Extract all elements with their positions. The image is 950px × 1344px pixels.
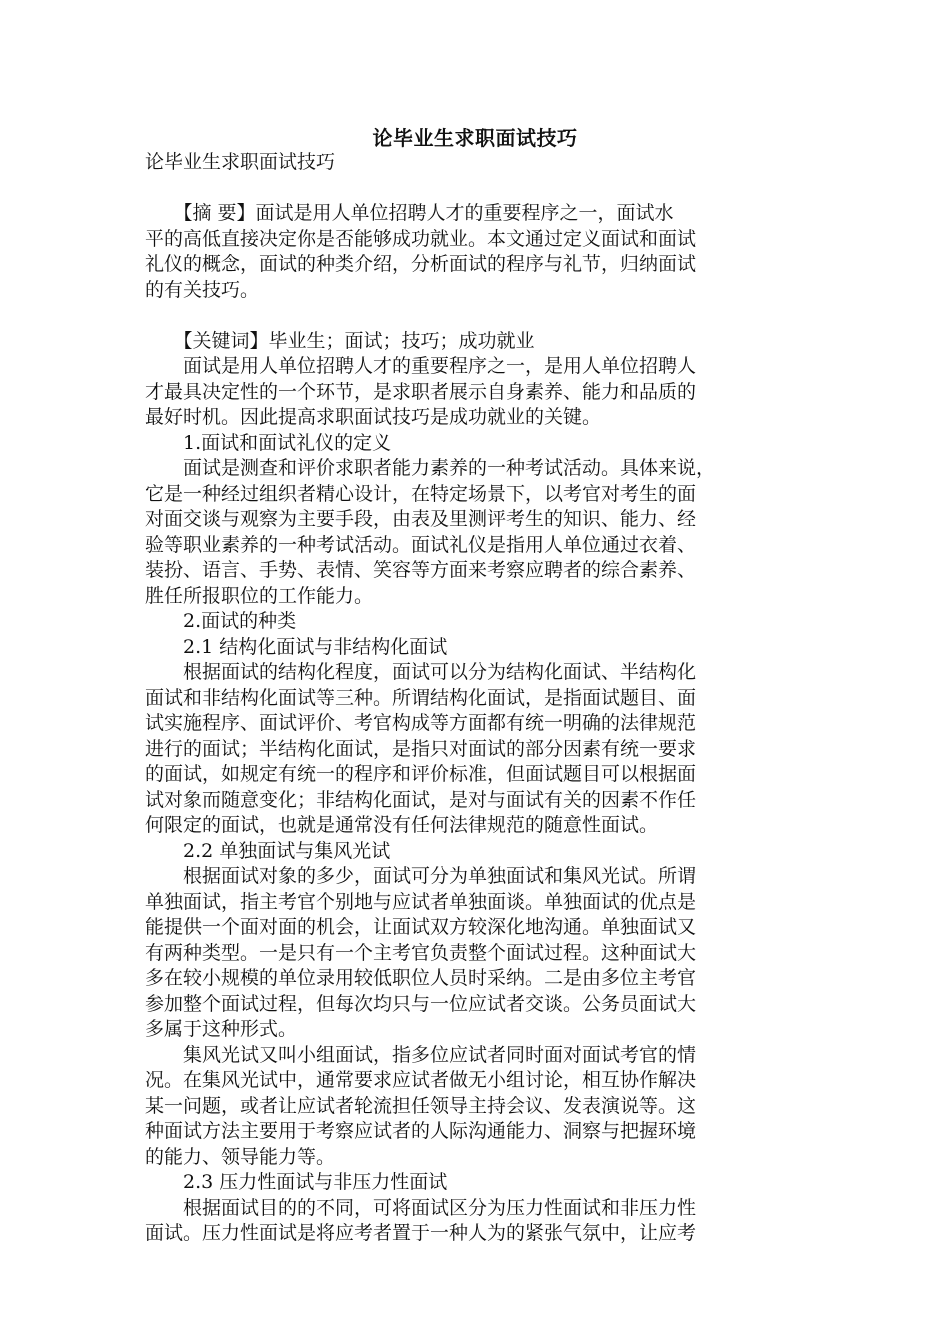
text-line: 试实施程序、面试评价、考官构成等方面都有统一明确的法律规范 xyxy=(145,712,697,734)
text-line: 【关键词】毕业生；面试；技巧；成功就业 xyxy=(145,329,535,352)
text-line: 的有关技巧。 xyxy=(145,278,260,301)
text-line: 2.面试的种类 xyxy=(145,610,297,632)
text-line: 装扮、语言、手势、表情、笑容等方面来考察应聘者的综合素养、 xyxy=(145,559,697,581)
text-line: 平的高低直接决定你是否能够成功就业。本文通过定义面试和面试 xyxy=(145,227,697,250)
text-line: 单独面试，指主考官个别地与应试者单独面谈。单独面试的优点是 xyxy=(145,890,697,913)
text-line: 最好时机。因此提高求职面试技巧是成功就业的关键。 xyxy=(145,406,602,428)
text-line: 验等职业素养的一种考试活动。面试礼仪是指用人单位通过衣着、 xyxy=(145,533,697,556)
text-line: 礼仪的概念，面试的种类介绍，分析面试的程序与礼节，归纳面试 xyxy=(145,253,697,275)
text-line: 1.面试和面试礼仪的定义 xyxy=(145,431,392,454)
text-line: 试对象而随意变化；非结构化面试，是对与面试有关的因素不作任 xyxy=(145,788,697,811)
text-line: 有两种类型。一是只有一个主考官负责整个面试过程。这种面试大 xyxy=(145,941,697,964)
text-line: 2.2 单独面试与集风光试 xyxy=(145,839,391,862)
text-line: 胜任所报职位的工作能力。 xyxy=(145,584,374,607)
blank-line xyxy=(145,176,805,202)
text-line: 的能力、领导能力等。 xyxy=(145,1145,336,1168)
text-line: 种面试方法主要用于考察应试者的人际沟通能力、洞察与把握环境 xyxy=(145,1120,697,1142)
text-line: 集风光试又叫小组面试，指多位应试者同时面对面试考官的情 xyxy=(145,1043,697,1066)
text-line: 根据面试的结构化程度，面试可以分为结构化面试、半结构化 xyxy=(145,661,697,683)
text-line: 能提供一个面对面的机会，让面试双方较深化地沟通。单独面试又 xyxy=(145,916,697,938)
text-line: 何限定的面试，也就是通常没有任何法律规范的随意性面试。 xyxy=(145,814,659,836)
text-line: 参加整个面试过程，但每次均只与一位应试者交谈。公务员面试大 xyxy=(145,992,697,1015)
document-title: 论毕业生求职面试技巧 xyxy=(372,126,578,150)
text-line: 2.1 结构化面试与非结构化面试 xyxy=(145,635,448,658)
text-line: 面试是测查和评价求职者能力素养的一种考试活动。具体来说， xyxy=(145,457,716,479)
text-line: 的面试，如规定有统一的程序和评价标准，但面试题目可以根据面 xyxy=(145,763,697,785)
text-line: 面试和非结构化面试等三种。所谓结构化面试，是指面试题目、面 xyxy=(145,686,697,709)
text-line: 根据面试对象的多少，面试可分为单独面试和集风光试。所谓 xyxy=(145,865,697,887)
document-body xyxy=(145,150,805,1247)
text-line: 才最具决定性的一个环节，是求职者展示自身素养、能力和品质的 xyxy=(145,380,697,403)
text-line: 某一问题，或者让应试者轮流担任领导主持会议、发表演说等。这 xyxy=(145,1094,697,1117)
text-line: 2.3 压力性面试与非压力性面试 xyxy=(145,1171,448,1193)
text-line: 多在较小规模的单位录用较低职位人员时采纳。二是由多位主考官 xyxy=(145,967,697,989)
text-line: 根据面试目的的不同，可将面试区分为压力性面试和非压力性 xyxy=(145,1196,697,1219)
text-line: 论毕业生求职面试技巧 xyxy=(145,151,336,173)
blank-line xyxy=(145,303,805,329)
text-line: 进行的面试；半结构化面试，是指只对面试的部分因素有统一要求 xyxy=(145,737,697,760)
text-line: 况。在集风光试中，通常要求应试者做无小组讨论，相互协作解决 xyxy=(145,1069,697,1091)
text-line: 它是一种经过组织者精心设计，在特定场景下，以考官对考生的面 xyxy=(145,482,697,505)
text-line: 对面交谈与观察为主要手段，由表及里测评考生的知识、能力、经 xyxy=(145,508,697,530)
text-line: 面试。压力性面试是将应考者置于一种人为的紧张气氛中，让应考 xyxy=(145,1222,697,1244)
text-line: 多属于这种形式。 xyxy=(145,1018,298,1040)
text-line: 【摘 要】面试是用人单位招聘人才的重要程序之一，面试水 xyxy=(145,202,674,224)
text-line: 面试是用人单位招聘人才的重要程序之一，是用人单位招聘人 xyxy=(145,355,697,377)
